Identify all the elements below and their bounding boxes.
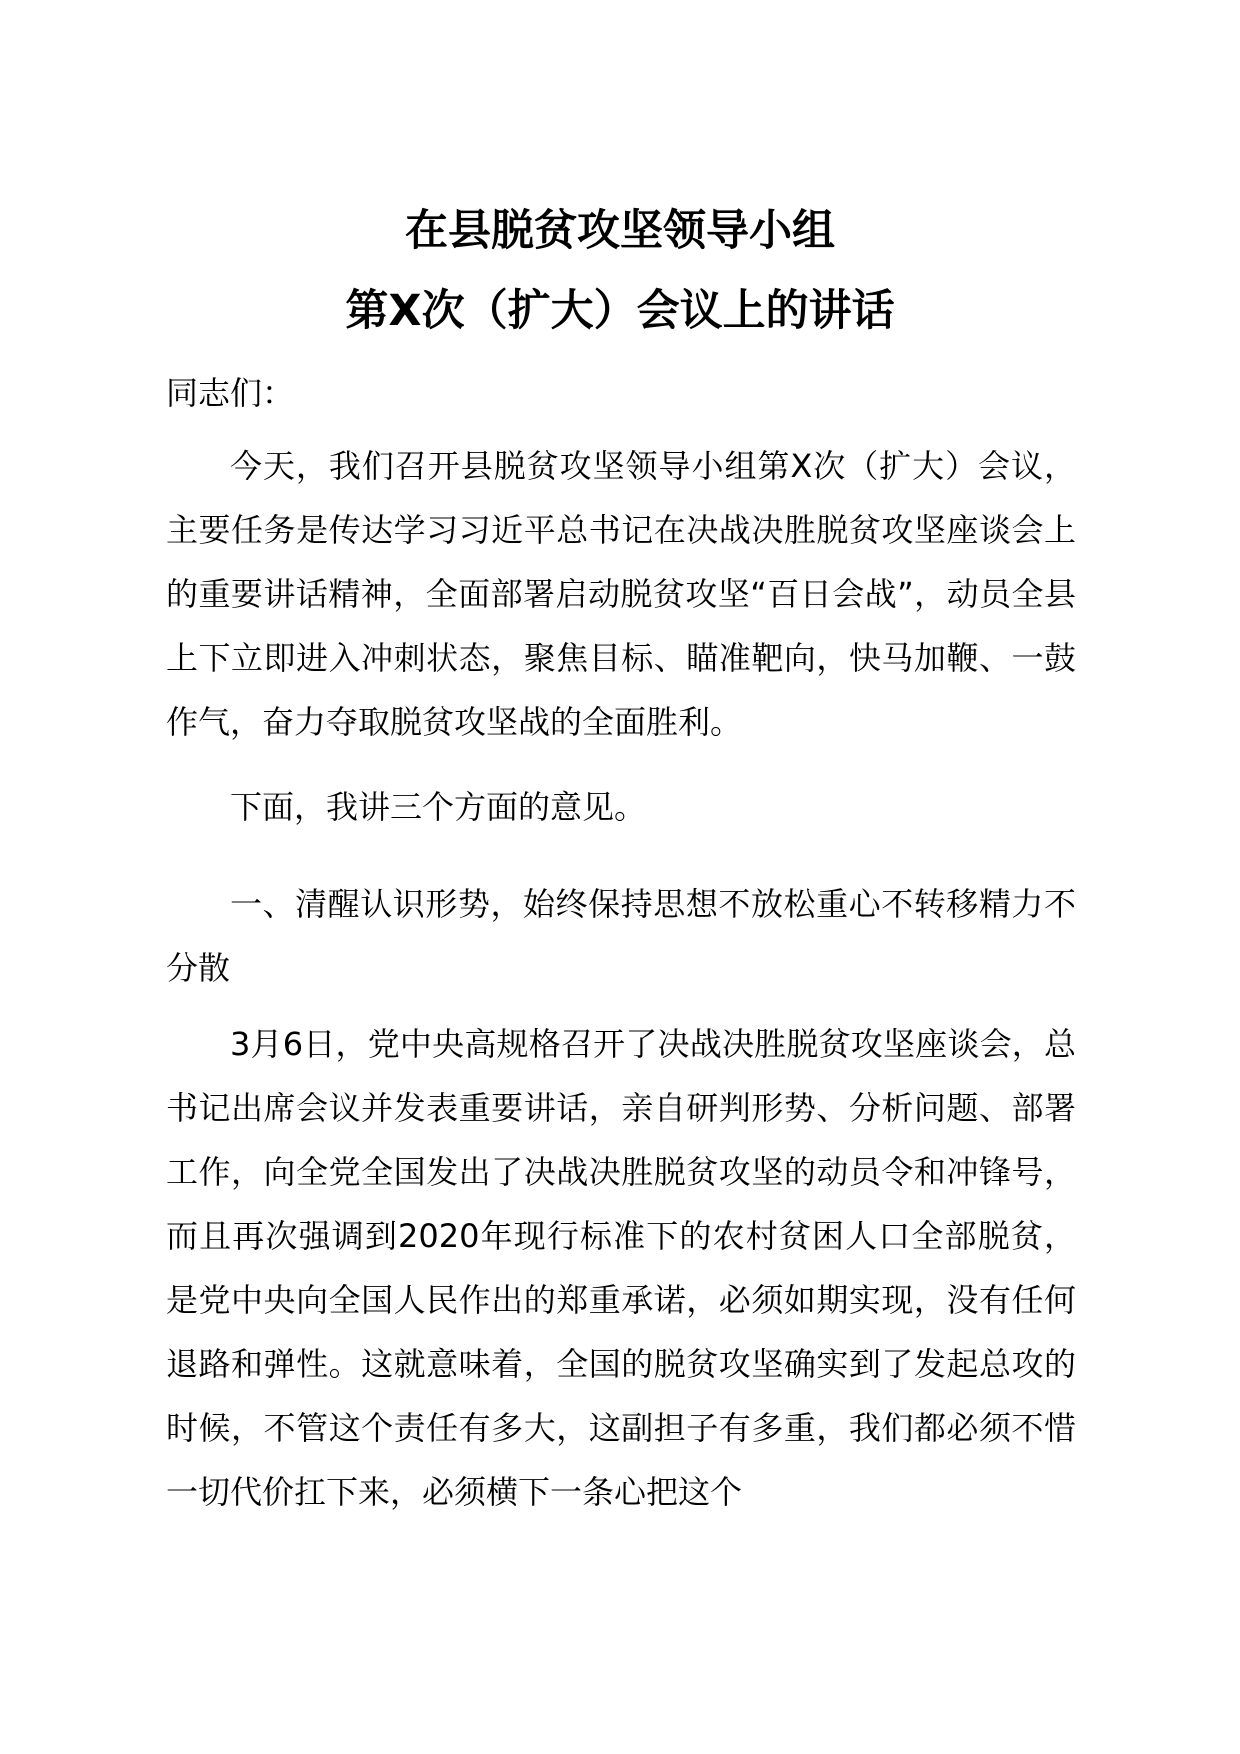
paragraph-outline: 下面，我讲三个方面的意见。 [230,788,647,826]
paragraph-body: 3月6日，党中央高规格召开了决战决胜脱贫攻坚座谈会，总书记出席会议并发表重要讲话，亲自研判形势、分析问题、部署工作，向全党全国发出了决战决胜脱贫攻坚的动员令和冲锋号，而且再次强调到2020年现行标准下的农村贫困人口全部脱贫，是党中央向全国人民作出的郑重承诺，必须如期实现，没有任何退路和弹性。这就意味着，全国的脱贫攻坚确实到了发起总攻的时候，不管这个责任有多大，这副担子有多重，我们都必须不惜一切代价扛下来，必须横下一条心把这个 [166,1025,1076,1511]
title-line-2: 第X次（扩大）会议上的讲话 [345,286,895,336]
title-line-1: 在县脱贫攻坚领导小组 [405,206,835,256]
salutation: 同志们： [166,374,295,412]
section-heading-1: 一、清醒认识形势，始终保持思想不放松重心不转移精力不分散 [166,885,1076,987]
paragraph-intro: 今天，我们召开县脱贫攻坚领导小组第X次（扩大）会议，主要任务是传达学习习近平总书记在决战决胜脱贫攻坚座谈会上的重要讲话精神，全面部署启动脱贫攻坚“百日会战”，动员全县上下立即进入冲刺状态，聚焦目标、瞄准靶向，快马加鞭、一鼓作气，奋力夺取脱贫攻坚战的全面胜利。 [166,447,1076,741]
